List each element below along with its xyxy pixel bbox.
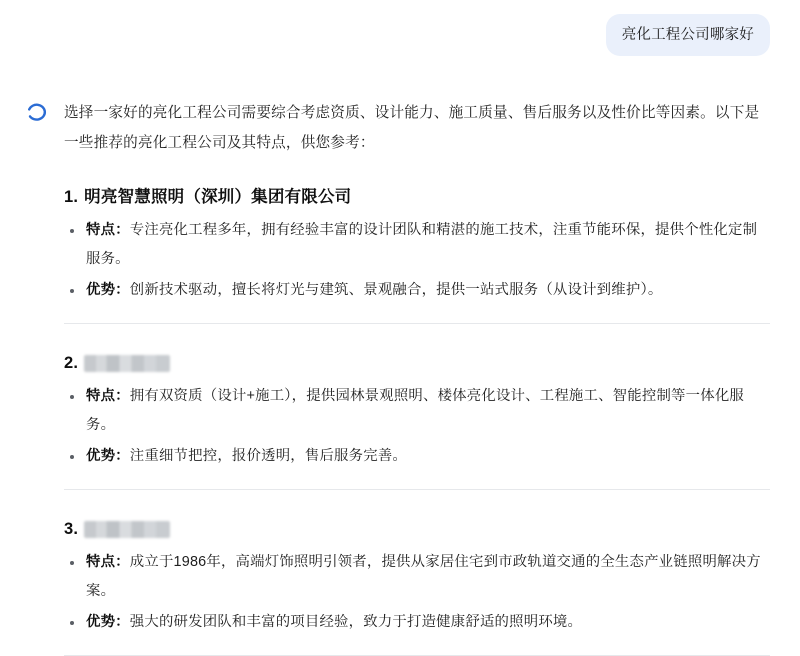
user-message-bubble[interactable]: 亮化工程公司哪家好 [606, 14, 770, 56]
bullet-label: 优势： [86, 448, 130, 465]
bullet-text: 创新技术驱动，擅长将灯光与建筑、景观融合，提供一站式服务（从设计到维护）。 [129, 282, 663, 299]
assistant-answer [64, 98, 770, 656]
bullet-text: 拥有双资质（设计+施工），提供园林景观照明、楼体亮化设计、工程施工、智能控制等一体化服务。 [86, 388, 744, 434]
redacted-company-name [84, 355, 170, 372]
section-title-text: 明亮智慧照明（深圳）集团有限公司 [84, 188, 352, 207]
redacted-company-name [84, 521, 170, 538]
section-bullet-list [64, 216, 770, 305]
assistant-message-row [24, 98, 770, 656]
answer-section [64, 184, 770, 324]
section-heading [64, 516, 770, 542]
answer-section [64, 350, 770, 490]
list-item [64, 548, 770, 606]
section-index: 3. [64, 520, 79, 539]
bullet-text: 强大的研发团队和丰富的项目经验，致力于打造健康舒适的照明环境。 [129, 614, 583, 631]
list-item [64, 382, 770, 440]
section-index: 2. [64, 354, 79, 373]
section-heading [64, 350, 770, 376]
list-item [64, 442, 770, 471]
section-bullet-list [64, 382, 770, 471]
list-item [64, 216, 770, 274]
section-index: 1. [64, 188, 79, 207]
bullet-label: 优势： [86, 614, 130, 631]
section-bullet-list [64, 548, 770, 637]
answer-intro-paragraph: 选择一家好的亮化工程公司需要综合考虑资质、设计能力、施工质量、售后服务以及性价比等因素。以下是一些推荐的亮化工程公司及其特点，供您参考： [64, 105, 760, 152]
list-item [64, 608, 770, 637]
bullet-label: 优势： [86, 282, 130, 299]
bullet-label: 特点： [86, 222, 130, 239]
section-divider [64, 323, 770, 324]
bullet-text: 成立于1986年，高端灯饰照明引领者，提供从家居住宅到市政轨道交通的全生态产业链照明解决方案。 [86, 554, 761, 600]
bullet-text: 专注亮化工程多年，拥有经验丰富的设计团队和精湛的施工技术，注重节能环保，提供个性化定制服务。 [86, 222, 758, 268]
assistant-logo-icon [25, 101, 49, 125]
answer-section [64, 516, 770, 656]
bullet-label: 特点： [86, 554, 130, 571]
user-message-row [24, 14, 770, 56]
assistant-avatar [24, 100, 50, 126]
bullet-text: 注重细节把控，报价透明，售后服务完善。 [129, 448, 408, 465]
bullet-label: 特点： [86, 388, 130, 405]
section-divider [64, 489, 770, 490]
list-item [64, 276, 770, 305]
section-heading [64, 184, 770, 210]
